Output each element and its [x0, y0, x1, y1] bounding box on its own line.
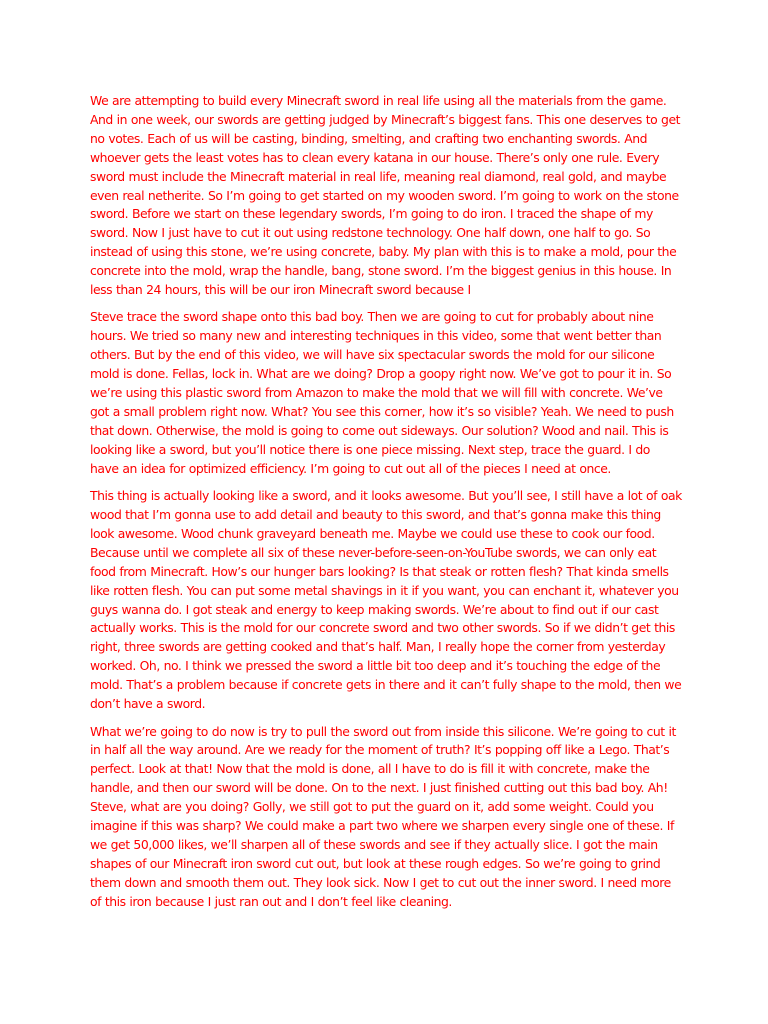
paragraph-2: Steve trace the sword shape onto this bad boy. Then we are going to cut for probably about nine hours. We tried so many new and interesting techniques in this video, some that went better than others. But by the end of this video, we will have six spectacular swords the mold for our silicone mold is done. Fellas, lock in. What are we doing? Drop a goopy right now. We’ve got to pour it in. So we’re using this plastic sword from Amazon to make the mold that we will fill with concrete. We’ve got a small problem right now. What? You see this corner, how it’s so visible? Yeah. We need to push that down. Otherwise, the mold is going to come out sideways. Our solution? Wood and nail. This is looking like a sword, but you’ll notice there is one piece missing. Next step, trace the guard. I do have an idea for optimized efficiency. I’m going to cut out all of the pieces I need at once. — [90, 309, 674, 476]
document-body — [90, 92, 682, 920]
paragraph-4: What we’re going to do now is try to pull the sword out from inside this silicone. We’re going to cut it in half all the way around. Are we ready for the moment of truth? It’s popping off like a Lego. That’s perfect. Look at that! Now that the mold is done, all I have to do is fill it with concrete, make the handle, and then our sword will be done. On to the next. I just finished cutting out this bad boy. Ah! Steve, what are you doing? Golly, we still got to put the guard on it, add some weight. Could you imagine if this was sharp? We could make a part two where we sharpen every single one of these. If we get 50,000 likes, we’ll sharpen all of these swords and see if they actually slice. I got the main shapes of our Minecraft iron sword cut out, but look at these rough edges. So we’re going to grind them down and smooth them out. They look sick. Now I get to cut out the inner sword. I need more of this iron because I just ran out and I don’t feel like cleaning. — [90, 723, 676, 909]
paragraph-3: This thing is actually looking like a sword, and it looks awesome. But you’ll see, I still have a lot of oak wood that I’m gonna use to add detail and beauty to this sword, and that’s gonna make this thing look awesome. Wood chunk graveyard beneath me. Maybe we could use these to cook our food. Because until we complete all six of these never-before-seen-on-YouTube swords, we can only eat food from Minecraft. How’s our hunger bars looking? Is that steak or rotten flesh? That kinda smells like rotten flesh. You can put some metal shavings in it if you want, you can enchant it, whatever you guys wanna do. I got steak and energy to keep making swords. We’re about to find out if our cast actually works. This is the mold for our concrete sword and two other swords. So if we didn’t get this right, three swords are getting cooked and that’s half. Man, I really hope the corner from yesterday worked. Oh, no. I think we pressed the sword a little bit too deep and it’s touching the edge of the mold. That’s a problem because if concrete gets in there and it can’t fully shape to the mold, then we don’t have a sword. — [90, 488, 682, 712]
paragraph-1: We are attempting to build every Minecraft sword in real life using all the materials from the game. And in one week, our swords are getting judged by Minecraft’s biggest fans. This one deserves to get no votes. Each of us will be casting, binding, smelting, and crafting two enchanting swords. And whoever gets the least votes has to clean every katana in our house. There’s only one rule. Every sword must include the Minecraft material in real life, meaning real diamond, real gold, and maybe even real netherite. So I’m going to get started on my wooden sword. I’m going to work on the stone sword. Before we start on these legendary swords, I’m going to do iron. I traced the shape of my sword. Now I just have to cut it out using redstone technology. One half down, one half to go. So instead of using this stone, we’re using concrete, baby. My plan with this is to make a mold, pour the concrete into the mold, wrap the handle, bang, stone sword. I’m the biggest genius in this house. In less than 24 hours, this will be our iron Minecraft sword because I — [90, 93, 681, 298]
